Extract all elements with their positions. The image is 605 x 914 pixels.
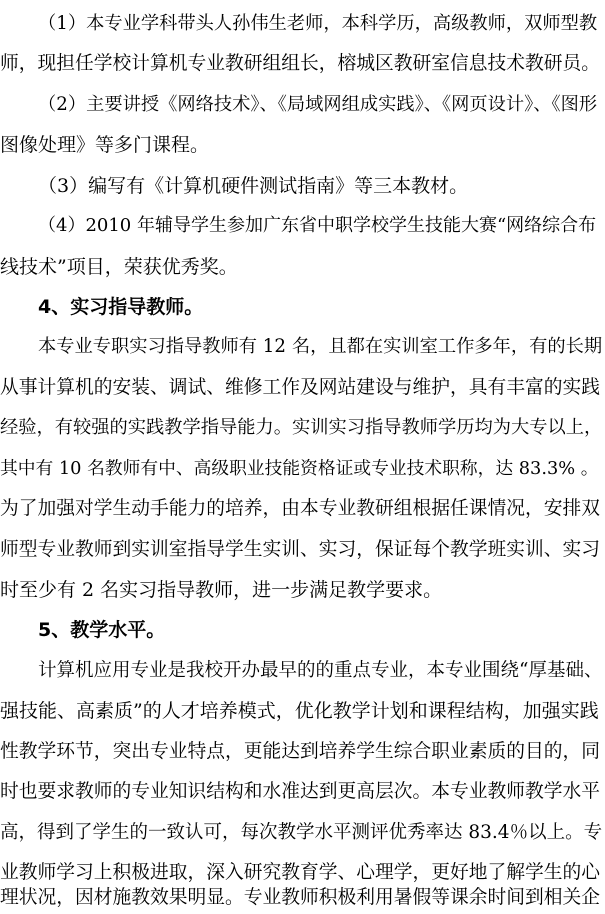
paragraph-5-line-5: 为了加强对学生动手能力的培养，由本专业教研组根据任课情况，安排双 xyxy=(0,498,600,519)
paragraph-4-line-2: 线技术”项目，荣获优秀奖。 xyxy=(0,256,238,278)
paragraph-5-line-4: 其中有 10 名教师有中、高级职业技能资格证或专业技术职称，达 83.3% 。 xyxy=(0,459,599,479)
paragraph-1-line-2: 师，现担任学校计算机专业教研组组长，榕城区教研室信息技术教研员。 xyxy=(0,53,600,74)
paragraph-6-line-5: 高，得到了学生的一致认可，每次教学水平测评优秀率达 83.4％以上。专 xyxy=(0,822,603,843)
paragraph-6-line-2: 强技能、高素质”的人才培养模式，优化教学计划和课程结构，加强实践 xyxy=(0,700,599,722)
paragraph-4-line-1: （4）2010 年辅导学生参加广东省中职学校学生技能大赛“网络综合布 xyxy=(38,215,597,236)
paragraph-5-line-1: 本专业专职实习指导教师有 12 名，且都在实训室工作多年，有的长期 xyxy=(38,336,603,357)
section-heading-teaching-level: 5、教学水平。 xyxy=(38,619,166,641)
paragraph-1-line-1: （1）本专业学科带头人孙伟生老师，本科学历，高级教师，双师型教 xyxy=(38,13,598,34)
paragraph-6-line-3: 性教学环节，突出专业特点，更能达到培养学生综合职业素质的目的，同 xyxy=(0,741,600,762)
paragraph-6-line-7: 理状况，因材施教效果明显。专业教师积极利用暑假等课余时间到相关企 xyxy=(0,887,600,908)
paragraph-5-line-7: 时至少有 2 名实习指导教师，进一步满足教学要求。 xyxy=(0,579,443,601)
paragraph-2-line-2: 图像处理》等多门课程。 xyxy=(0,134,210,156)
paragraph-6-line-6: 业教师学习上积极进取，深入研究教育学、心理学，更好地了解学生的心 xyxy=(0,862,600,883)
section-heading-internship-teachers: 4、实习指导教师。 xyxy=(38,296,204,318)
paragraph-6-line-4: 时也要求教师的专业知识结构和水准达到更高层次。本专业教师教学水平 xyxy=(0,781,600,802)
paragraph-5-line-6: 师型专业教师到实训室指导学生实训、实习，保证每个教学班实训、实习 xyxy=(0,539,600,560)
paragraph-2-line-1: （2）主要讲授《网络技术》、《局域网组成实践》、《网页设计》、《图形 xyxy=(38,94,598,115)
paragraph-5-line-2: 从事计算机的安装、调试、维修工作及网站建设与维护，具有丰富的实践 xyxy=(0,377,600,398)
paragraph-6-line-1: 计算机应用专业是我校开办最早的的重点专业，本专业围绕“厚基础、 xyxy=(38,660,603,681)
paragraph-5-line-3: 经验，有较强的实践教学指导能力。实训实习指导教师学历均为大专以上， xyxy=(0,417,603,438)
paragraph-3-line-1: （3）编写有《计算机硬件测试指南》等三本教材。 xyxy=(38,175,469,197)
